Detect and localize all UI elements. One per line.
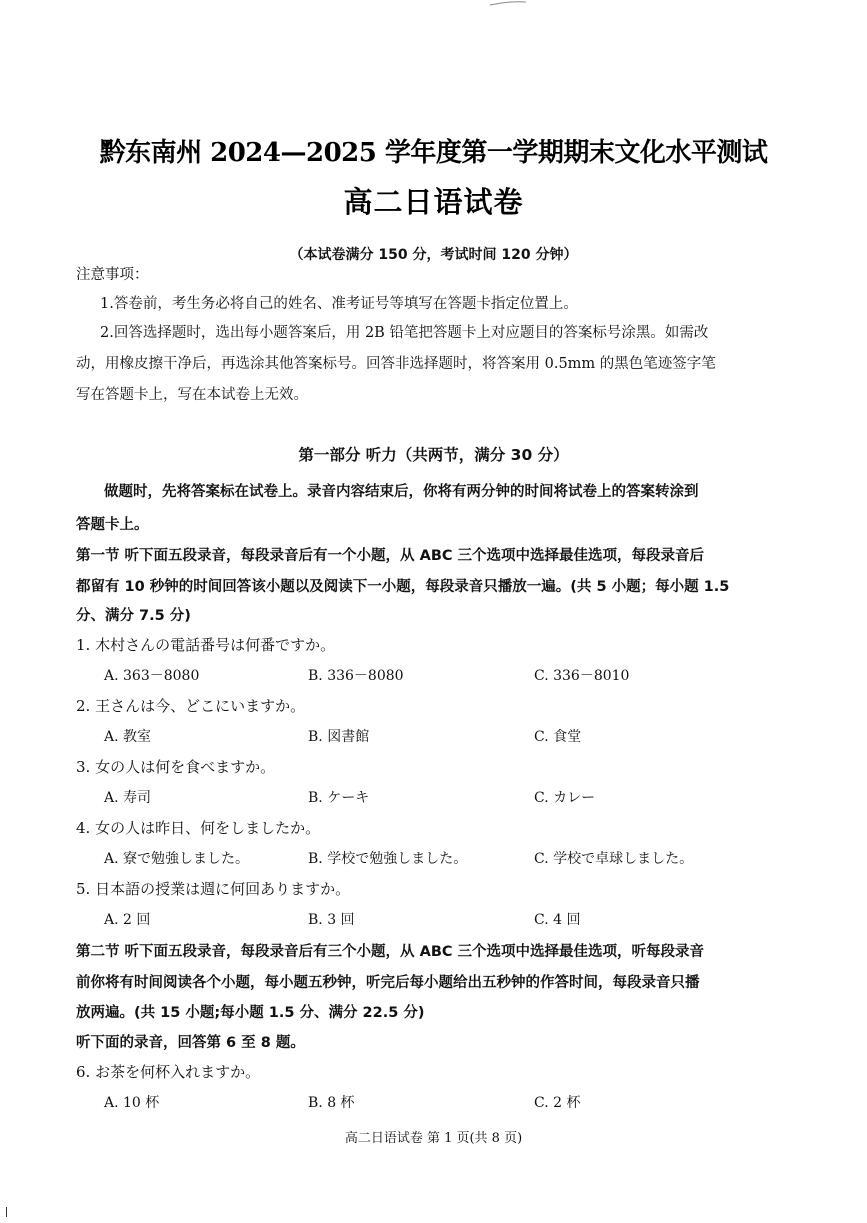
- option-a: A. 寿司: [104, 790, 152, 806]
- option-a: A. 10 杯: [104, 1095, 160, 1111]
- option-b: B. 3 回: [308, 912, 355, 928]
- option-c: C. カレー: [534, 790, 596, 806]
- option-b: B. 図書館: [308, 729, 370, 745]
- notice-item-2-line-1: 2.回答选择题时，选出每小题答案后，用 2B 铅笔把答题卡上对应题目的答案标号涂黑。如需改: [100, 325, 709, 341]
- question-stem: 2. 王さんは今、どこにいますか。: [76, 697, 306, 715]
- option-c: C. 4 回: [534, 912, 581, 928]
- option-b: B. 336－8080: [308, 668, 404, 684]
- option-b: B. 8 杯: [308, 1095, 355, 1111]
- section-1-instructions-line-1: 第一节 听下面五段录音，每段录音后有一个小题，从 ABC 三个选项中选择最佳选项，每段录音后: [76, 548, 705, 564]
- subject-title: 高二日语试卷: [343, 185, 524, 219]
- option-b: B. ケーキ: [308, 790, 370, 806]
- option-a: A. 教室: [104, 729, 152, 745]
- section-2-instructions-line-4: 听下面的录音，回答第 6 至 8 题。: [76, 1035, 305, 1051]
- question-stem: 5. 日本語の授業は週に何回ありますか。: [76, 880, 351, 898]
- section-1-instructions-line-3: 分、满分 7.5 分): [76, 608, 191, 624]
- part-1-intro-line-1: 做题时，先将答案标在试卷上。录音内容结束后，你将有两分钟的时间将试卷上的答案转涂到: [104, 484, 699, 500]
- option-c: C. 学校で卓球しました。: [534, 851, 694, 867]
- page-footer: 高二日语试卷 第 1 页(共 8 页): [344, 1131, 523, 1146]
- option-c: C. 336－8010: [534, 668, 630, 684]
- part-1-heading: 第一部分 听力（共两节，满分 30 分）: [298, 446, 569, 464]
- notice-item-2-line-3: 写在答题卡上，写在本试卷上无效。: [76, 387, 308, 403]
- section-2-instructions-line-2: 前你将有时间阅读各个小题，每小题五秒钟，听完后每小题给出五秒钟的作答时间，每段录音只播: [76, 975, 700, 991]
- option-b: B. 学校で勉強しました。: [308, 851, 468, 867]
- exam-info: （本试卷满分 150 分，考试时间 120 分钟）: [289, 247, 578, 263]
- exam-title: 黔东南州 2024—2025 学年度第一学期期末文化水平测试: [99, 138, 768, 168]
- option-a: A. 寮で勉強しました。: [104, 851, 250, 867]
- question-stem: 3. 女の人は何を食べますか。: [76, 758, 276, 776]
- question-stem: 6. お茶を何杯入れますか。: [76, 1063, 261, 1081]
- option-c: C. 食堂: [534, 729, 582, 745]
- question-stem: 4. 女の人は昨日、何をしましたか。: [76, 819, 321, 837]
- option-c: C. 2 杯: [534, 1095, 581, 1111]
- question-stem: 1. 木村さんの電話番号は何番ですか。: [76, 636, 336, 654]
- section-2-instructions-line-1: 第二节 听下面五段录音，每段录音后有三个小题，从 ABC 三个选项中选择最佳选项，听每段录音: [76, 944, 705, 960]
- option-a: A. 2 回: [104, 912, 151, 928]
- option-a: A. 363－8080: [104, 668, 200, 684]
- notice-item-2-line-2: 动，用橡皮擦干净后，再选涂其他答案标号。回答非选择题时，将答案用 0.5mm 的黑色笔迹签字笔: [76, 356, 716, 372]
- notice-heading: 注意事项：: [76, 267, 149, 283]
- scan-edge-mark: [6, 1207, 7, 1217]
- scan-smudge: [488, 0, 528, 6]
- section-1-instructions-line-2: 都留有 10 秒钟的时间回答该小题以及阅读下一小题，每段录音只播放一遍。(共 5 小题；每小题 1.5: [76, 579, 730, 595]
- notice-item-1: 1.答卷前，考生务必将自己的姓名、准考证号等填写在答题卡指定位置上。: [100, 296, 578, 312]
- part-1-intro-line-2: 答题卡上。: [76, 517, 149, 533]
- section-2-instructions-line-3: 放两遍。(共 15 小题;每小题 1.5 分、满分 22.5 分): [76, 1005, 425, 1021]
